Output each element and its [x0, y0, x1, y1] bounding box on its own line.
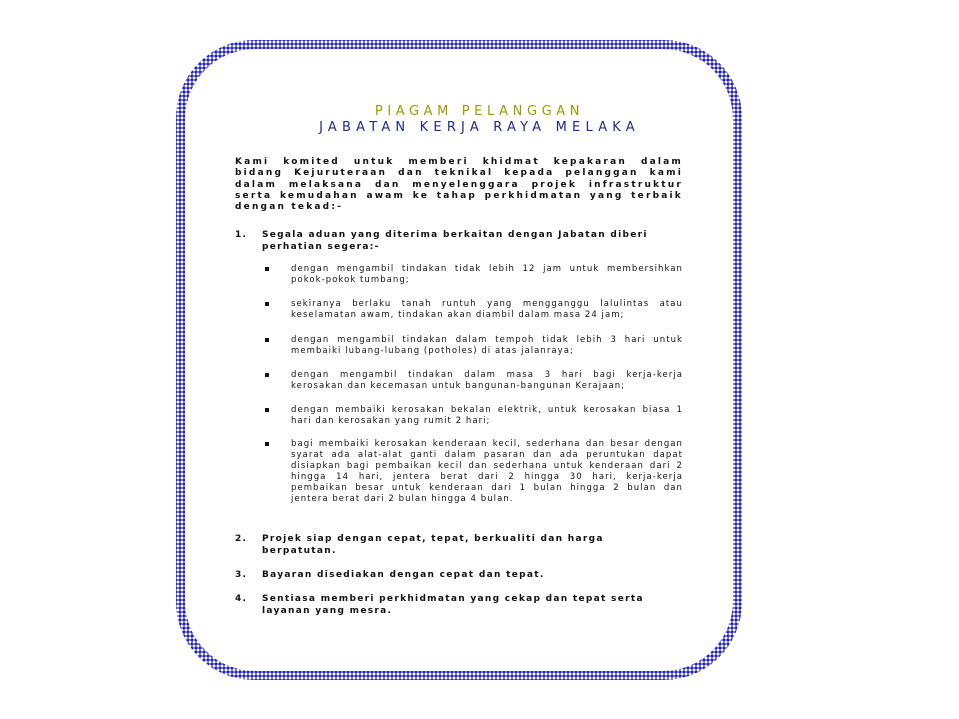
bullet-text: bagi membaiki kerosakan kenderaan kecil, sederhana dan besar dengan syarat ada alat-alat ganti dalam pasaran dan ada peruntukan dapat disiapkan bagi pembaikan kecil dan sederhana untuk kenderaan dari 2 hingga 14 hari, jentera berat dari 2 hingga 30 hari, kerja-kerja pembaikan besar untuk kenderaan dari 1 bulan hingga 2 bulan dan jentera berat dari 2 bulan hingga 4 bulan.: [291, 439, 683, 504]
bullet-text: dengan membaiki kerosakan bekalan elektrik, untuk kerosakan biasa 1 hari dan kerosakan yang rumit 2 hari;: [291, 405, 683, 426]
item-number: 1.: [235, 230, 248, 240]
item-number: 2.: [235, 534, 248, 544]
bullet-text: dengan mengambil tindakan dalam masa 3 hari bagi kerja-kerja kerosakan dan kecemasan untuk bangunan-bangunan Kerajaan;: [291, 370, 683, 391]
bullet-text: dengan mengambil tindakan tidak lebih 12 jam untuk membersihkan pokok-pokok tumbang;: [291, 264, 683, 285]
bullet-text: dengan mengambil tindakan dalam tempoh tidak lebih 3 hari untuk membaiki lubang-lubang (potholes) di atas jalanraya;: [291, 335, 683, 356]
intro-paragraph: Kami komited untuk memberi khidmat kepakaran dalam bidang Kejuruteraan dan teknikal kepada pelanggan kami dalam melaksana dan menyelenggara projek infrastruktur serta kemudahan awam ke tahap perkhidmatan yang terbaik dengan tekad:-: [235, 157, 683, 213]
checkered-border-frame: [176, 40, 742, 680]
item-text: Projek siap dengan cepat, tepat, berkualiti dan harga berpatutan.: [262, 534, 604, 556]
item-text: Sentiasa memberi perkhidmatan yang cekap dan tepat serta layanan yang mesra.: [262, 594, 644, 616]
item-text: Bayaran disediakan dengan cepat dan tepat.: [262, 570, 545, 580]
bullet-marker: [265, 302, 269, 306]
bullet-text: sekiranya berlaku tanah runtuh yang mengganggu lalulintas atau keselamatan awam, tindakan akan diambil dalam masa 24 jam;: [291, 299, 683, 320]
item-number: 4.: [235, 594, 248, 604]
bullet-marker: [265, 408, 269, 412]
item-text: Segala aduan yang diterima berkaitan dengan Jabatan diberi perhatian segera:-: [262, 230, 648, 252]
document-title: PIAGAM PELANGGAN: [374, 104, 585, 119]
item-number: 3.: [235, 570, 248, 580]
bullet-marker: [265, 338, 269, 342]
bullet-marker: [265, 373, 269, 377]
bullet-marker: [265, 267, 269, 271]
bullet-marker: [265, 442, 269, 446]
document-subtitle: JABATAN KERJA RAYA MELAKA: [319, 120, 640, 135]
